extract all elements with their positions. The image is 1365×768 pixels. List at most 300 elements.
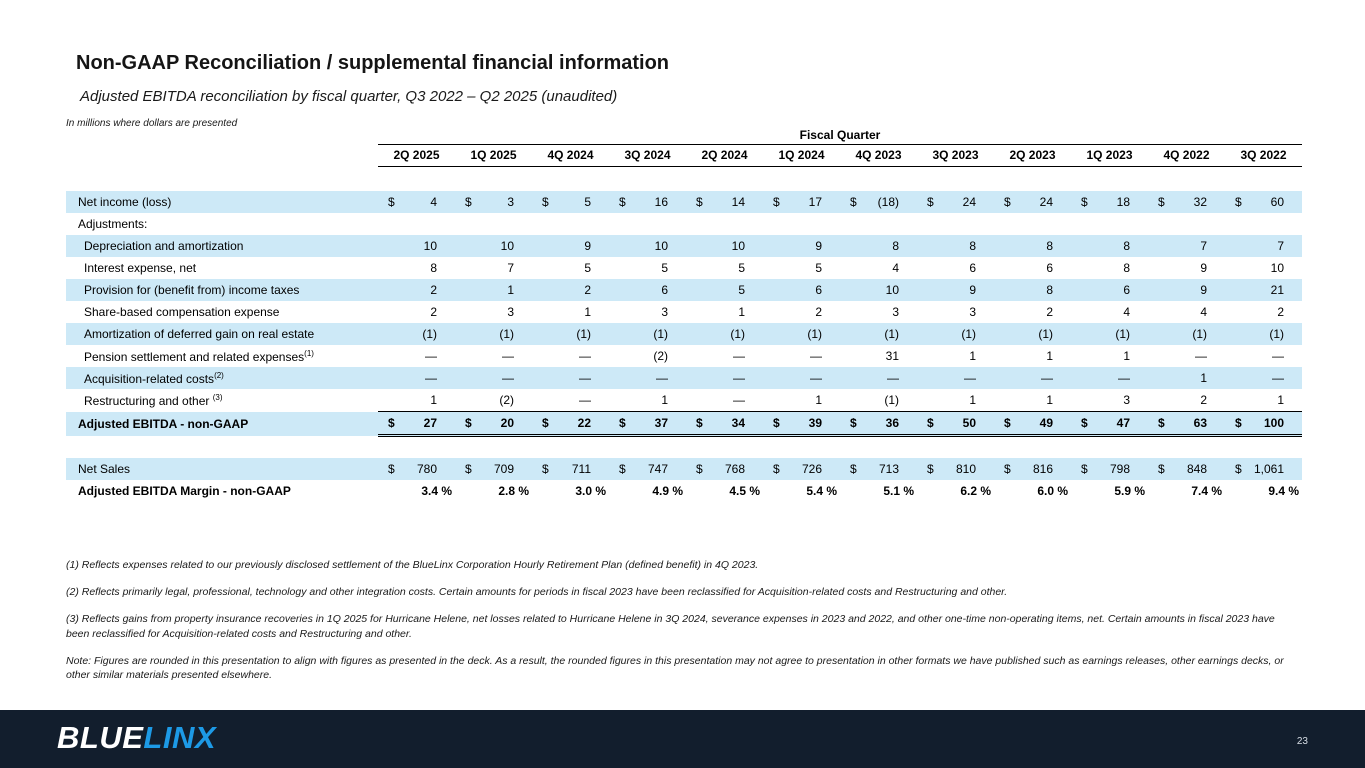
cell bbox=[1148, 480, 1225, 502]
cell bbox=[686, 191, 763, 213]
cell bbox=[378, 345, 455, 367]
cell bbox=[378, 367, 455, 389]
cell bbox=[1148, 191, 1225, 213]
cell-value: 24 bbox=[1039, 195, 1053, 209]
cell-value: — bbox=[425, 349, 437, 363]
cell-value: 31 bbox=[885, 349, 899, 363]
cell bbox=[532, 323, 609, 345]
cell bbox=[994, 480, 1071, 502]
table-group-header-row bbox=[66, 126, 1302, 144]
dollar-sign: $ bbox=[1235, 416, 1242, 430]
cell bbox=[609, 323, 686, 345]
table-row bbox=[66, 458, 1302, 480]
cell-value: 768 bbox=[724, 461, 745, 476]
cell-value: 5.9 % bbox=[1114, 483, 1145, 498]
cell-value: 47 bbox=[1116, 416, 1130, 430]
cell bbox=[1225, 235, 1302, 257]
dollar-sign: $ bbox=[542, 461, 549, 476]
cell-value: 17 bbox=[808, 195, 822, 209]
cell bbox=[532, 213, 609, 235]
cell bbox=[1071, 412, 1148, 436]
cell bbox=[686, 257, 763, 279]
cell bbox=[917, 213, 994, 235]
cell bbox=[378, 458, 455, 480]
cell bbox=[455, 213, 532, 235]
cell-value: 10 bbox=[731, 239, 745, 253]
cell bbox=[1225, 458, 1302, 480]
cell-value: — bbox=[1118, 371, 1130, 385]
cell-value: 713 bbox=[878, 461, 899, 476]
table-row bbox=[66, 213, 1302, 235]
cell-value: 711 bbox=[571, 461, 591, 476]
cell bbox=[1148, 279, 1225, 301]
cell bbox=[840, 279, 917, 301]
dollar-sign: $ bbox=[773, 416, 780, 430]
cell-value: 1 bbox=[1277, 393, 1284, 407]
cell-value: — bbox=[733, 371, 745, 385]
cell-value: — bbox=[1041, 371, 1053, 385]
cell bbox=[686, 389, 763, 412]
cell bbox=[1148, 345, 1225, 367]
dollar-sign: $ bbox=[696, 461, 703, 476]
cell bbox=[455, 389, 532, 412]
cell bbox=[455, 412, 532, 436]
cell bbox=[1148, 235, 1225, 257]
cell bbox=[1148, 323, 1225, 345]
cell-value: 4 bbox=[1123, 305, 1130, 319]
cell bbox=[455, 191, 532, 213]
cell-value: 10 bbox=[500, 239, 514, 253]
cell-value: — bbox=[656, 371, 668, 385]
cell-value: 5.4 % bbox=[806, 483, 837, 498]
cell bbox=[455, 458, 532, 480]
dollar-sign: $ bbox=[1158, 416, 1165, 430]
cell bbox=[994, 367, 1071, 389]
cell-value: (1) bbox=[730, 327, 745, 341]
cell bbox=[609, 412, 686, 436]
dollar-sign: $ bbox=[1004, 416, 1011, 430]
cell bbox=[840, 323, 917, 345]
cell-value: (1) bbox=[1269, 327, 1284, 341]
cell bbox=[1071, 301, 1148, 323]
cell bbox=[763, 191, 840, 213]
cell bbox=[994, 323, 1071, 345]
cell-value: 8 bbox=[969, 239, 976, 253]
cell bbox=[917, 345, 994, 367]
cell-value: 8 bbox=[430, 261, 437, 275]
dollar-sign: $ bbox=[542, 416, 549, 430]
cell-value: 9 bbox=[969, 283, 976, 297]
cell-value: — bbox=[887, 371, 899, 385]
cell bbox=[840, 389, 917, 412]
cell bbox=[1225, 257, 1302, 279]
row-label: Adjusted EBITDA Margin - non-GAAP bbox=[78, 483, 291, 498]
cell bbox=[917, 458, 994, 480]
cell-value: — bbox=[733, 349, 745, 363]
column-header: 4Q 2022 bbox=[1148, 144, 1225, 166]
table-row bbox=[66, 345, 1302, 367]
cell-value: 9 bbox=[815, 239, 822, 253]
cell-value: 6.0 % bbox=[1037, 483, 1068, 498]
cell bbox=[1148, 301, 1225, 323]
cell-value: 10 bbox=[1270, 261, 1284, 275]
cell bbox=[609, 257, 686, 279]
cell bbox=[1071, 480, 1148, 502]
cell bbox=[532, 279, 609, 301]
cell-value: 63 bbox=[1193, 416, 1207, 430]
column-header: 2Q 2024 bbox=[686, 144, 763, 166]
cell bbox=[763, 301, 840, 323]
dollar-sign: $ bbox=[1004, 461, 1011, 476]
row-label: Share-based compensation expense bbox=[84, 305, 280, 319]
cell-value: (1) bbox=[884, 327, 899, 341]
cell bbox=[532, 235, 609, 257]
row-label: Acquisition-related costs$^{(2)}$ bbox=[66, 367, 378, 389]
page-number: 23 bbox=[1296, 736, 1308, 747]
dollar-sign: $ bbox=[1004, 195, 1011, 209]
cell-value: — bbox=[502, 371, 514, 385]
cell bbox=[609, 389, 686, 412]
row-label: Pension settlement and related expenses$^{(1)}$ bbox=[84, 348, 314, 364]
column-header: 3Q 2022 bbox=[1225, 144, 1302, 166]
cell-value: (1) bbox=[1192, 327, 1207, 341]
cell-value: 39 bbox=[808, 416, 822, 430]
footer-bar bbox=[0, 710, 1365, 768]
cell-value: 5 bbox=[584, 195, 591, 209]
dollar-sign: $ bbox=[542, 195, 549, 209]
cell bbox=[763, 323, 840, 345]
cell-value: 848 bbox=[1186, 461, 1207, 476]
page-title: Non-GAAP Reconciliation / supplemental financial information bbox=[76, 52, 670, 74]
cell bbox=[686, 412, 763, 436]
cell bbox=[1071, 458, 1148, 480]
cell bbox=[840, 458, 917, 480]
cell bbox=[1071, 389, 1148, 412]
cell-value: 6 bbox=[969, 261, 976, 275]
cell-value: 1 bbox=[738, 305, 745, 319]
cell bbox=[378, 389, 455, 412]
cell bbox=[686, 279, 763, 301]
cell bbox=[686, 345, 763, 367]
cell bbox=[917, 480, 994, 502]
fiscal-quarter-header: Fiscal Quarter bbox=[378, 126, 1302, 144]
cell-value: 8 bbox=[1046, 283, 1053, 297]
cell-value: 1 bbox=[1200, 371, 1207, 385]
cell bbox=[378, 480, 455, 502]
cell bbox=[378, 213, 455, 235]
cell bbox=[1071, 323, 1148, 345]
cell bbox=[378, 191, 455, 213]
footnotes bbox=[66, 558, 1298, 695]
cell bbox=[840, 301, 917, 323]
cell-value: 10 bbox=[885, 283, 899, 297]
cell-value: 810 bbox=[955, 461, 976, 476]
cell-value: 1 bbox=[661, 393, 668, 407]
cell-value: 6.2 % bbox=[960, 483, 991, 498]
cell-value: 5 bbox=[738, 283, 745, 297]
cell-value: — bbox=[425, 371, 437, 385]
cell bbox=[917, 301, 994, 323]
dollar-sign: $ bbox=[773, 461, 780, 476]
dollar-sign: $ bbox=[1235, 461, 1242, 476]
cell bbox=[609, 213, 686, 235]
cell bbox=[609, 458, 686, 480]
cell bbox=[609, 367, 686, 389]
cell-value: 10 bbox=[654, 239, 668, 253]
cell-value: 9 bbox=[1200, 261, 1207, 275]
cell bbox=[763, 480, 840, 502]
cell-value: — bbox=[579, 371, 591, 385]
cell bbox=[840, 345, 917, 367]
cell bbox=[455, 367, 532, 389]
cell bbox=[686, 301, 763, 323]
cell-value: 49 bbox=[1039, 416, 1053, 430]
dollar-sign: $ bbox=[388, 195, 395, 209]
cell-value: 2 bbox=[430, 305, 437, 319]
cell bbox=[378, 235, 455, 257]
cell bbox=[1071, 235, 1148, 257]
cell-value: 1,061 bbox=[1253, 461, 1284, 476]
cell bbox=[994, 345, 1071, 367]
cell-value: 6 bbox=[815, 283, 822, 297]
table-row bbox=[66, 235, 1302, 257]
units-note: In millions where dollars are presented bbox=[66, 118, 238, 129]
dollar-sign: $ bbox=[1158, 461, 1165, 476]
table-row bbox=[66, 323, 1302, 345]
cell-value: 5 bbox=[661, 261, 668, 275]
cell-value: 816 bbox=[1032, 461, 1053, 476]
cell-value: 4 bbox=[430, 195, 437, 209]
cell bbox=[1225, 412, 1302, 436]
column-header: 1Q 2024 bbox=[763, 144, 840, 166]
cell-value: 3.0 % bbox=[575, 483, 606, 498]
table-column-header-row bbox=[66, 144, 1302, 166]
cell bbox=[1225, 279, 1302, 301]
cell-value: 1 bbox=[584, 305, 591, 319]
dollar-sign: $ bbox=[1235, 195, 1242, 209]
cell-value: 16 bbox=[654, 195, 668, 209]
column-header: 1Q 2023 bbox=[1071, 144, 1148, 166]
cell-value: — bbox=[579, 349, 591, 363]
dollar-sign: $ bbox=[1081, 416, 1088, 430]
cell bbox=[686, 235, 763, 257]
cell bbox=[1225, 191, 1302, 213]
dollar-sign: $ bbox=[773, 195, 780, 209]
dollar-sign: $ bbox=[850, 416, 857, 430]
footnote: (3) Reflects gains from property insurance recoveries in 1Q 2025 for Hurricane Helene, net losses related to Hurricane Helene in 3Q 2024, severance expenses in 2023 and 2022, and other one-time non-operating items, net. Certain amounts in fiscal 2023 have been reclassified for Acquisition-related costs and Restructuring and other. bbox=[66, 613, 1275, 640]
row-label: Restructuring and other $^{(3)}$ bbox=[84, 392, 223, 408]
cell bbox=[609, 279, 686, 301]
cell-value: 8 bbox=[1123, 261, 1130, 275]
cell bbox=[378, 279, 455, 301]
footnote: (1) Reflects expenses related to our previously disclosed settlement of the BlueLinx Corporation Hourly Retirement Plan (defined benefit) in 4Q 2023. bbox=[66, 559, 759, 571]
cell-value: 27 bbox=[423, 416, 437, 430]
table-row bbox=[66, 389, 1302, 412]
cell bbox=[686, 323, 763, 345]
cell bbox=[917, 235, 994, 257]
cell-value: 3 bbox=[507, 305, 514, 319]
cell bbox=[686, 458, 763, 480]
dollar-sign: $ bbox=[388, 461, 395, 476]
cell bbox=[532, 458, 609, 480]
cell bbox=[455, 345, 532, 367]
cell-value: 14 bbox=[731, 195, 745, 209]
cell bbox=[840, 235, 917, 257]
cell bbox=[840, 213, 917, 235]
cell-value: 7 bbox=[507, 261, 514, 275]
cell-value: (1) bbox=[653, 327, 668, 341]
cell-value: 1 bbox=[969, 393, 976, 407]
cell-value: 3 bbox=[507, 195, 514, 209]
cell bbox=[1071, 257, 1148, 279]
column-header: 2Q 2025 bbox=[378, 144, 455, 166]
cell-value: (1) bbox=[576, 327, 591, 341]
cell-value: — bbox=[579, 393, 591, 407]
cell bbox=[455, 235, 532, 257]
cell-value: — bbox=[810, 349, 822, 363]
cell bbox=[1148, 412, 1225, 436]
cell bbox=[994, 412, 1071, 436]
table-row bbox=[66, 412, 1302, 436]
slide-subtitle: Adjusted EBITDA reconciliation by fiscal quarter, Q3 2022 – Q2 2025 (unaudited) bbox=[80, 88, 618, 105]
row-label: Amortization of deferred gain on real estate bbox=[66, 323, 378, 345]
cell-value: 7 bbox=[1200, 239, 1207, 253]
cell-value: 6 bbox=[1046, 261, 1053, 275]
logo-text-linx: LINX bbox=[143, 720, 217, 755]
column-header: 4Q 2023 bbox=[840, 144, 917, 166]
cell-value: 2 bbox=[430, 283, 437, 297]
cell-value: 1 bbox=[815, 393, 822, 407]
cell-value: 20 bbox=[500, 416, 514, 430]
dollar-sign: $ bbox=[927, 461, 934, 476]
cell-value: — bbox=[964, 371, 976, 385]
cell bbox=[532, 301, 609, 323]
cell-value: (18) bbox=[877, 195, 899, 209]
cell-value: 32 bbox=[1193, 195, 1207, 209]
cell bbox=[455, 257, 532, 279]
cell-value: (1) bbox=[1115, 327, 1130, 341]
cell-value: 34 bbox=[731, 416, 745, 430]
cell-value: 1 bbox=[507, 283, 514, 297]
cell-value: 7.4 % bbox=[1191, 483, 1222, 498]
cell bbox=[763, 213, 840, 235]
cell bbox=[1071, 191, 1148, 213]
cell bbox=[1225, 323, 1302, 345]
table-row bbox=[66, 191, 1302, 213]
cell-value: 3 bbox=[1123, 393, 1130, 407]
cell bbox=[1225, 301, 1302, 323]
cell bbox=[1148, 213, 1225, 235]
cell bbox=[994, 279, 1071, 301]
cell bbox=[994, 213, 1071, 235]
cell bbox=[532, 345, 609, 367]
cell bbox=[378, 301, 455, 323]
dollar-sign: $ bbox=[850, 195, 857, 209]
cell-value: 2 bbox=[1046, 305, 1053, 319]
cell-value: 9 bbox=[584, 239, 591, 253]
cell bbox=[686, 367, 763, 389]
cell-value: (1) bbox=[499, 327, 514, 341]
cell bbox=[532, 480, 609, 502]
cell bbox=[1225, 480, 1302, 502]
table-row bbox=[66, 367, 1302, 389]
cell-value: 5 bbox=[815, 261, 822, 275]
cell-value: 36 bbox=[885, 416, 899, 430]
cell bbox=[1148, 367, 1225, 389]
cell bbox=[917, 367, 994, 389]
cell-value: 18 bbox=[1116, 195, 1130, 209]
cell-value: (1) bbox=[1038, 327, 1053, 341]
cell-value: 60 bbox=[1270, 195, 1284, 209]
cell bbox=[763, 458, 840, 480]
cell-value: 1 bbox=[1123, 349, 1130, 363]
cell bbox=[763, 412, 840, 436]
cell bbox=[917, 412, 994, 436]
cell-value: 726 bbox=[801, 461, 822, 476]
cell bbox=[455, 323, 532, 345]
cell bbox=[1071, 345, 1148, 367]
cell-value: — bbox=[502, 349, 514, 363]
cell bbox=[609, 191, 686, 213]
table-row bbox=[66, 301, 1302, 323]
cell bbox=[763, 279, 840, 301]
cell bbox=[1148, 389, 1225, 412]
dollar-sign: $ bbox=[1081, 195, 1088, 209]
cell-value: 9 bbox=[1200, 283, 1207, 297]
dollar-sign: $ bbox=[696, 195, 703, 209]
cell-value: 5 bbox=[584, 261, 591, 275]
dollar-sign: $ bbox=[388, 416, 395, 430]
cell bbox=[1225, 345, 1302, 367]
cell bbox=[1071, 213, 1148, 235]
table-row bbox=[66, 257, 1302, 279]
cell bbox=[1071, 279, 1148, 301]
cell-value: 22 bbox=[577, 416, 591, 430]
footnote: (2) Reflects primarily legal, professional, technology and other integration costs. Certain amounts for periods in fiscal 2023 have been reclassified for Acquisition-related costs and Restructuring and other. bbox=[66, 586, 1008, 599]
column-header: 3Q 2024 bbox=[609, 144, 686, 166]
cell-value: 50 bbox=[962, 416, 976, 430]
cell bbox=[532, 257, 609, 279]
cell bbox=[917, 389, 994, 412]
cell-value: 37 bbox=[654, 416, 668, 430]
cell-value: 6 bbox=[661, 283, 668, 297]
row-label: Net Sales bbox=[66, 458, 378, 480]
cell bbox=[378, 257, 455, 279]
footnote: Note: Figures are rounded in this presentation to align with figures as presented in the deck. As a result, the rounded figures in this presentation may not agree to presentation in other formats we have published such as earnings releases, other earnings decks, or other similar materials presented elsewhere. bbox=[66, 654, 1284, 681]
cell-value: (1) bbox=[422, 327, 437, 341]
cell bbox=[840, 257, 917, 279]
cell bbox=[763, 389, 840, 412]
cell bbox=[609, 235, 686, 257]
cell-value: 4 bbox=[1200, 305, 1207, 319]
cell-value: 100 bbox=[1263, 416, 1284, 430]
bluelinx-logo bbox=[57, 720, 216, 756]
cell-value: 3 bbox=[892, 305, 899, 319]
cell bbox=[840, 412, 917, 436]
ebitda-reconciliation-table bbox=[66, 126, 1302, 502]
cell-value: 5.1 % bbox=[883, 483, 914, 498]
cell-value: 8 bbox=[1046, 239, 1053, 253]
dollar-sign: $ bbox=[927, 195, 934, 209]
table-row bbox=[66, 279, 1302, 301]
cell-value: 3 bbox=[969, 305, 976, 319]
cell-value: 4.9 % bbox=[652, 483, 683, 498]
cell-value: 2 bbox=[815, 305, 822, 319]
cell-value: 6 bbox=[1123, 283, 1130, 297]
cell bbox=[994, 257, 1071, 279]
cell-value: — bbox=[1195, 349, 1207, 363]
cell-value: 7 bbox=[1277, 239, 1284, 253]
